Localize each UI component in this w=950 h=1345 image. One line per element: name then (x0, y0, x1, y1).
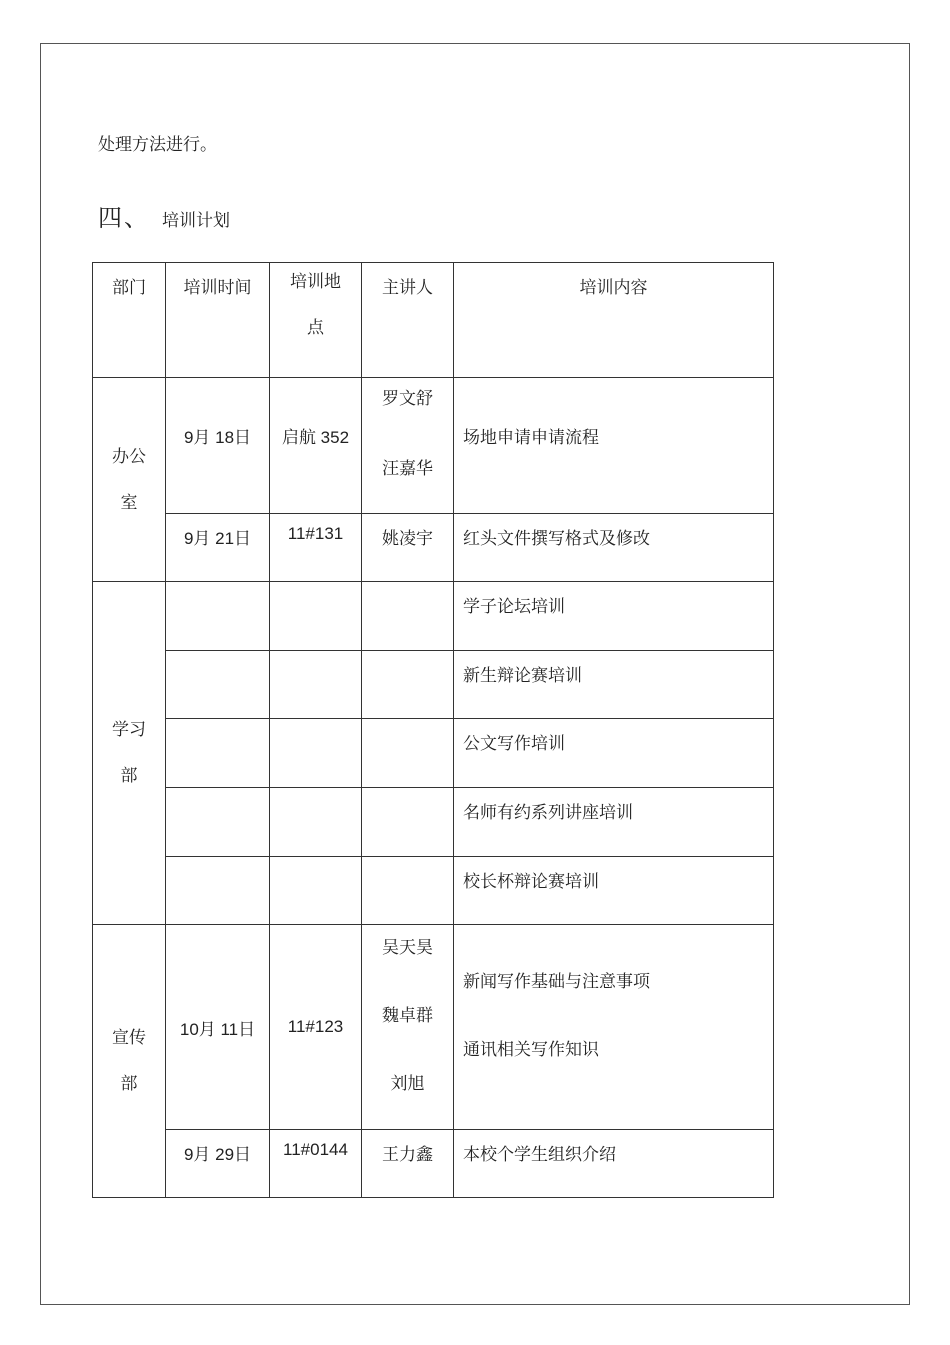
table-row (93, 514, 774, 582)
place-cell (270, 857, 362, 925)
content-value: 新闻写作基础与注意事项 (463, 972, 650, 992)
content-value: 红头文件撰写格式及修改 (463, 529, 650, 549)
host-cell (362, 857, 454, 925)
dept-publicity (93, 925, 166, 1198)
place-value: 11#0144 (283, 1140, 348, 1159)
content-cell (454, 514, 774, 582)
host-name: 汪嘉华 (382, 459, 433, 479)
host-name: 姚凌宇 (382, 529, 433, 549)
header-time (166, 263, 270, 378)
place-value: 11#131 (287, 524, 344, 543)
table-header-row (93, 263, 774, 378)
lead-text: 处理方法进行。 (98, 135, 217, 155)
header-content (454, 263, 774, 378)
header-dept (93, 263, 166, 378)
time-cell (166, 719, 270, 788)
host-name: 刘旭 (390, 1074, 425, 1094)
time-cell (166, 651, 270, 719)
time-cell (166, 1130, 270, 1198)
dept-publicity-label-2: 部 (120, 1074, 138, 1094)
place-cell (270, 719, 362, 788)
table-row (93, 1130, 774, 1198)
time-cell (166, 925, 270, 1130)
host-cell (362, 925, 454, 1130)
host-name: 罗文舒 (382, 389, 433, 409)
time-cell (166, 378, 270, 514)
section-heading (98, 198, 230, 233)
header-host (362, 263, 454, 378)
table-row (93, 651, 774, 719)
content-value: 本校个学生组织介绍 (463, 1145, 616, 1165)
time-value: 9月 21日 (183, 529, 252, 548)
time-cell (166, 582, 270, 651)
header-place-label-1: 培训地 (290, 272, 341, 292)
host-cell (362, 514, 454, 582)
place-cell (270, 651, 362, 719)
time-cell (166, 857, 270, 925)
content-cell (454, 378, 774, 514)
host-cell (362, 719, 454, 788)
table-row (93, 378, 774, 514)
table-row (93, 788, 774, 857)
content-value: 校长杯辩论赛培训 (463, 872, 599, 892)
place-cell (270, 582, 362, 651)
dept-study-label-1: 学习 (112, 720, 146, 740)
host-name: 吴天昊 (382, 938, 433, 958)
host-cell (362, 1130, 454, 1198)
place-cell (270, 378, 362, 514)
dept-publicity-label-1: 宣传 (112, 1028, 146, 1048)
dept-study (93, 582, 166, 925)
place-cell (270, 514, 362, 582)
dept-office-label-2: 室 (120, 492, 138, 513)
dept-office-label-1: 办公 (112, 446, 146, 467)
header-place (270, 263, 362, 378)
content-cell (454, 788, 774, 857)
content-cell (454, 582, 774, 651)
section-title: 培训计划 (162, 211, 230, 231)
section-number: 四、 (98, 204, 150, 232)
place-cell (270, 1130, 362, 1198)
host-name: 魏卓群 (382, 1006, 433, 1026)
dept-office (93, 378, 166, 582)
content-value: 场地申请申请流程 (463, 428, 599, 448)
content-cell (454, 857, 774, 925)
host-cell (362, 651, 454, 719)
content-cell (454, 719, 774, 788)
content-value: 新生辩论赛培训 (463, 666, 582, 686)
table-row (93, 925, 774, 1130)
header-content-label: 培训内容 (579, 278, 648, 298)
content-cell (454, 925, 774, 1130)
table-row (93, 719, 774, 788)
content-value: 通讯相关写作知识 (463, 1040, 599, 1060)
host-cell (362, 378, 454, 514)
content-cell (454, 1130, 774, 1198)
header-dept-label: 部门 (112, 278, 146, 298)
place-cell (270, 788, 362, 857)
table-row (93, 857, 774, 925)
content-cell (454, 651, 774, 719)
content-value: 公文写作培训 (463, 734, 565, 754)
time-value: 9月 18日 (183, 428, 252, 447)
content-value: 名师有约系列讲座培训 (463, 803, 633, 823)
time-value: 10月 11日 (179, 1019, 256, 1039)
dept-study-label-2: 部 (120, 766, 138, 786)
place-value: 11#123 (287, 1017, 344, 1036)
time-cell (166, 788, 270, 857)
host-name: 王力鑫 (382, 1145, 433, 1165)
header-host-label: 主讲人 (382, 278, 433, 298)
header-time-label: 培训时间 (183, 278, 252, 298)
place-cell (270, 925, 362, 1130)
header-place-label-2: 点 (307, 318, 324, 338)
time-cell (166, 514, 270, 582)
place-value: 启航 352 (281, 428, 350, 447)
training-plan-table (92, 262, 774, 1198)
host-cell (362, 582, 454, 651)
time-value: 9月 29日 (183, 1145, 252, 1164)
table-row (93, 582, 774, 651)
host-cell (362, 788, 454, 857)
content-value: 学子论坛培训 (463, 597, 565, 617)
